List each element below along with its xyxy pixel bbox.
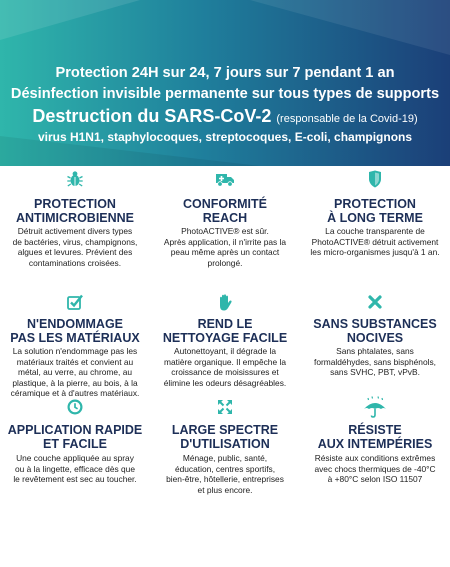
banner-headline-note: (responsable de la Covid-19)	[276, 113, 418, 125]
hand-icon	[150, 293, 300, 311]
shield-icon	[300, 170, 450, 188]
umbrella-icon	[300, 396, 450, 418]
feature-title: PROTECTION ANTIMICROBIENNE	[15, 197, 135, 225]
feature-description: Une couche appliquée au spray ou à la lingette, efficace dès que le revêtement est sec au toucher.	[13, 453, 137, 484]
banner-decoration	[250, 0, 450, 55]
check-icon	[0, 293, 150, 311]
feature-description: Résiste aux conditions extrêmes avec chocs thermiques de -40°C à +80°C selon ISO 11507	[314, 453, 436, 484]
banner-line-1: Protection 24H sur 24, 7 jours sur 7 pendant 1 an	[55, 65, 395, 81]
cross-icon	[300, 293, 450, 311]
feature-description: PhotoACTIVE® est sûr. Après application, il n'irrite pas la peau même après un contact prolongé.	[163, 226, 287, 268]
feature-title: REND LE NETTOYAGE FACILE	[162, 317, 288, 345]
feature-description: Sans phtalates, sans formaldéhydes, sans bisphénols, sans SVHC, PBT, vPvB.	[314, 346, 436, 377]
expand-icon	[150, 398, 300, 416]
ambulance-icon	[150, 170, 300, 188]
feature-title: APPLICATION RAPIDE ET FACILE	[7, 423, 143, 451]
feature-title: N'ENDOMMAGE PAS LES MATÉRIAUX	[10, 317, 140, 345]
banner-headline: Destruction du SARS-CoV-2	[32, 106, 272, 126]
feature-description: Détruit activement divers types de bactéries, virus, champignons, algues et levures. Prévient des contaminations croisées.	[12, 226, 138, 268]
banner-line-3	[0, 106, 450, 127]
feature-description: La solution n'endommage pas les matériaux traités et convient au métal, au verre, au chrome, au plastique, à la pierre, au bois, à la céramique et à d'autres matériaux.	[10, 346, 140, 398]
clock-icon	[0, 398, 150, 416]
feature-title: CONFORMITÉ REACH	[182, 197, 268, 225]
banner-line-2: Désinfection invisible permanente sur tous types de supports	[10, 86, 440, 102]
header-banner	[0, 0, 450, 166]
feature-description: La couche transparente de PhotoACTIVE® détruit activement les micro-organismes jusqu'à 1 an.	[310, 226, 440, 257]
feature-title: SANS SUBSTANCES NOCIVES	[313, 317, 437, 345]
feature-title: RÉSISTE AUX INTEMPÉRIES	[317, 423, 433, 451]
banner-decoration	[0, 0, 140, 40]
banner-line-4: virus H1N1, staphylocoques, streptocoques, E-coli, champignons	[37, 130, 413, 144]
feature-description: Ménage, public, santé, éducation, centres sportifs, bien-être, hôtellerie, entreprises et plus encore.	[166, 453, 284, 495]
bug-icon	[0, 170, 150, 188]
feature-title: LARGE SPECTRE D'UTILISATION	[171, 423, 279, 451]
feature-title: PROTECTION À LONG TERME	[327, 197, 423, 225]
feature-description: Autonettoyant, il dégrade la matière organique. Il empêche la croissance de moisissures et élimine les odeurs désagréables.	[163, 346, 287, 388]
